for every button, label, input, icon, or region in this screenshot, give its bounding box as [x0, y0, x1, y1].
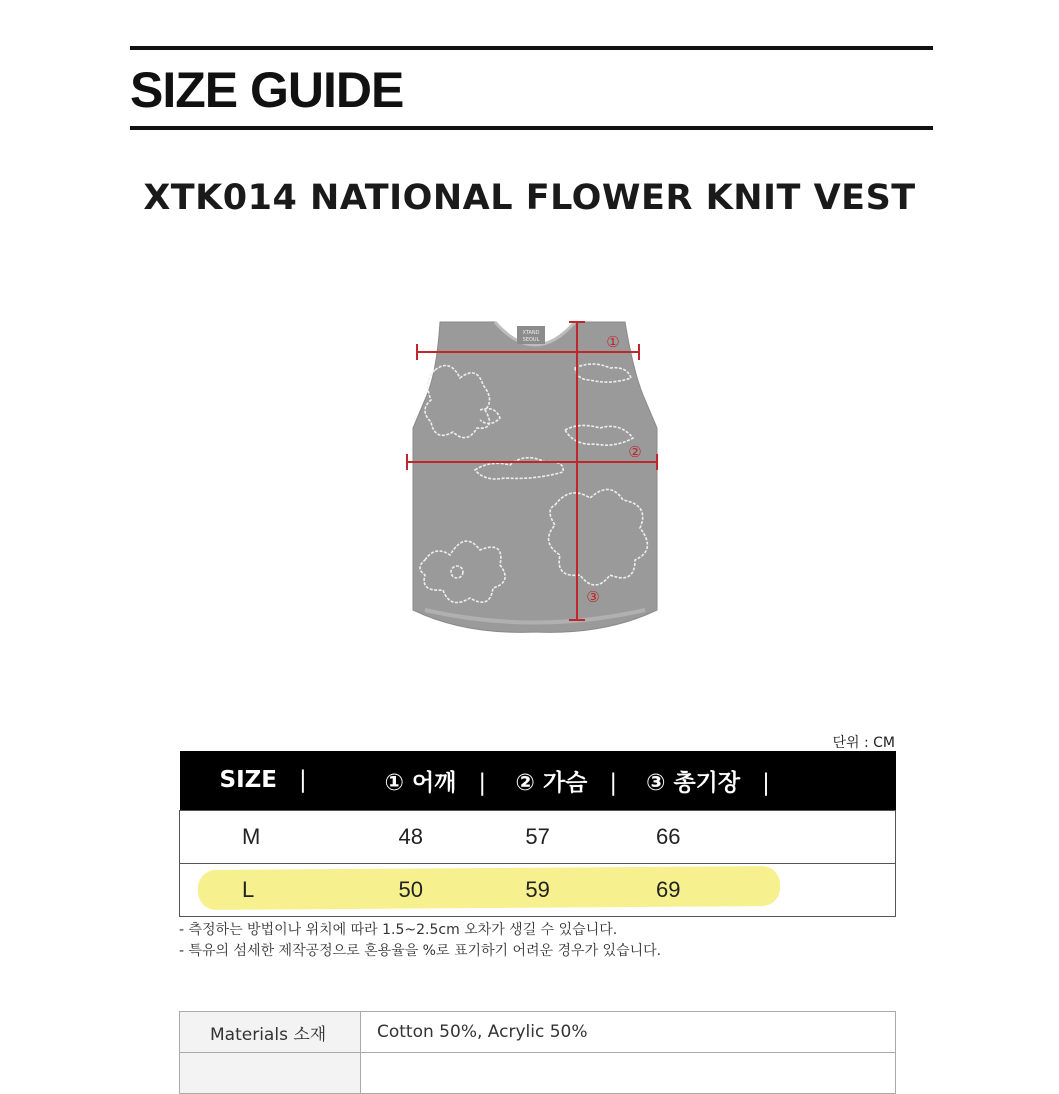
svg-text:XTAND: XTAND	[522, 330, 540, 336]
cell-shoulder: 50	[384, 863, 515, 916]
header-separator: |	[762, 769, 770, 796]
header-size: SIZE	[219, 767, 278, 794]
cell-size: L	[180, 863, 385, 916]
marker-shoulder: ①	[606, 333, 620, 351]
table-row	[180, 810, 896, 863]
header-separator: |	[478, 769, 487, 796]
marker-length: ③	[586, 588, 600, 606]
header-separator: |	[299, 767, 307, 794]
materials-row	[180, 1012, 896, 1053]
notes	[179, 920, 661, 962]
unit-note: 단위 : CM	[832, 735, 895, 751]
cell-length: 69	[646, 863, 896, 916]
page-title: SIZE GUIDE	[130, 62, 404, 118]
top-rule	[130, 46, 933, 50]
note-line: - 측정하는 방법이나 위치에 따라 1.5~2.5cm 오차가 생길 수 있습니다.	[179, 922, 618, 938]
bottom-rule	[130, 126, 933, 130]
materials-label: Materials 소재	[180, 1012, 361, 1053]
header-separator: |	[609, 769, 618, 796]
vest-diagram	[395, 310, 675, 640]
header-chest: ② 가슴	[515, 769, 588, 796]
cell-chest: 59	[515, 863, 646, 916]
cell-shoulder: 48	[384, 810, 515, 863]
cell-length: 66	[646, 810, 896, 863]
size-table-header	[180, 751, 896, 810]
cell-chest: 57	[515, 810, 646, 863]
note-line: - 특유의 섬세한 제작공정으로 혼용율을 %로 표기하기 어려운 경우가 있습니다.	[179, 943, 662, 959]
header-length: ③ 총기장	[645, 769, 741, 796]
cell-size: M	[180, 810, 385, 863]
header-shoulder: ① 어깨	[384, 769, 457, 796]
materials-value: Cotton 50%, Acrylic 50%	[361, 1012, 896, 1053]
product-title: XTK014 NATIONAL FLOWER KNIT VEST	[143, 178, 916, 218]
table-row	[180, 863, 896, 916]
materials-table	[179, 1011, 896, 1094]
size-table	[179, 751, 896, 917]
svg-text:SEOUL: SEOUL	[522, 337, 540, 343]
marker-chest: ②	[628, 443, 642, 461]
